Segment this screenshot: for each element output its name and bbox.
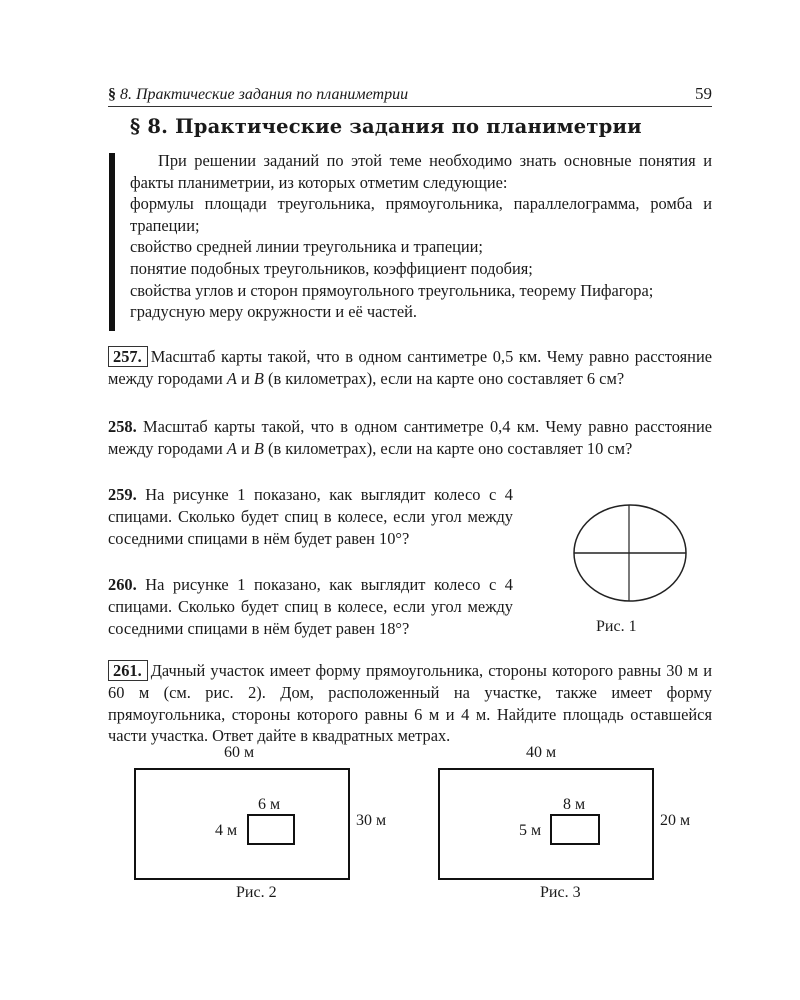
outer-height-label: 20 м (660, 812, 691, 829)
problem-number: 260. (108, 575, 137, 594)
variable-b: B (253, 368, 264, 388)
figure-2-plot (120, 742, 410, 912)
problem-text: Дачный участок имеет форму прямоугольника, стороны которого равны 30 м и 60 м (см. рис. 2). Дом, расположенный на участке, также имеет форму прямоугольника, стороны которого равны 6 м и 4 м. Найдите площадь оставшейся части участка. Ответ дайте в квадратных метрах. (108, 661, 712, 746)
inner-height-label: 5 м (519, 822, 542, 839)
intro-item: свойства углов и сторон прямоугольного треугольника, теорему Пифагора; (130, 280, 654, 300)
problem-number-boxed: 261. (108, 660, 148, 681)
inner-height-label: 4 м (215, 822, 238, 839)
section-title: § 8. Практические задания по планиметрии (130, 115, 642, 138)
variable-a: A (226, 368, 237, 388)
intro-item: свойство средней линии треугольника и трапеции; (130, 237, 483, 257)
problem-text: Масштаб карты такой, что в одном сантиметре 0,5 км. Чему равно расстояние между городами (108, 347, 712, 388)
intro-item: формулы площади треугольника, прямоугольника, параллелограмма, ромба и трапеции; (130, 194, 712, 235)
figure-3-caption: Рис. 3 (540, 884, 581, 901)
running-head-title (108, 86, 408, 104)
figure-1-caption: Рис. 1 (596, 618, 637, 635)
problem-text: и (236, 368, 254, 388)
intro-side-bar (109, 153, 115, 331)
variable-b: B (253, 438, 264, 458)
problem-text: и (236, 438, 254, 458)
intro-item: градусную меру окружности и её частей. (130, 302, 417, 322)
intro-paragraph: При решении заданий по этой теме необходимо знать основные понятия и факты планиметрии, из которых отметим следующие: (130, 151, 712, 192)
problem-260 (108, 574, 513, 639)
inner-width-label: 8 м (563, 796, 586, 813)
problem-text: (в километрах), если на карте оно составляет 10 см? (263, 438, 633, 458)
problem-text: (в километрах), если на карте оно составляет 6 см? (263, 368, 625, 388)
problem-text: Масштаб карты такой, что в одном сантиметре 0,4 км. Чему равно расстояние между городами (108, 417, 712, 458)
problem-text: На рисунке 1 показано, как выглядит колесо с 4 спицами. Сколько будет спиц в колесе, если угол между соседними спицами в нём будет равен 10°? (108, 485, 513, 548)
variable-a: A (226, 438, 237, 458)
intro-item: понятие подобных треугольников, коэффициент подобия; (130, 258, 533, 278)
intro-block (130, 150, 712, 323)
figure-3-plot (420, 742, 720, 912)
problem-258 (108, 416, 712, 460)
outer-height-label: 30 м (356, 812, 387, 829)
section-mark: § (108, 86, 116, 103)
problem-259 (108, 484, 513, 549)
problem-261 (108, 660, 712, 747)
figure-2-caption: Рис. 2 (236, 884, 277, 901)
running-head (108, 84, 712, 107)
problem-number-boxed: 257. (108, 346, 148, 367)
outer-width-label: 40 м (526, 744, 557, 761)
problem-text: На рисунке 1 показано, как выглядит колесо с 4 спицами. Сколько будет спиц в колесе, если угол между соседними спицами в нём будет равен 18°? (108, 575, 513, 638)
page-number: 59 (695, 84, 712, 103)
problem-number: 259. (108, 485, 137, 504)
running-head-text: 8. Практические задания по планиметрии (120, 86, 409, 103)
problem-257 (108, 346, 712, 390)
figure-1-wheel (560, 500, 700, 640)
outer-width-label: 60 м (224, 744, 255, 761)
problem-number: 258. (108, 417, 137, 436)
inner-width-label: 6 м (258, 796, 281, 813)
